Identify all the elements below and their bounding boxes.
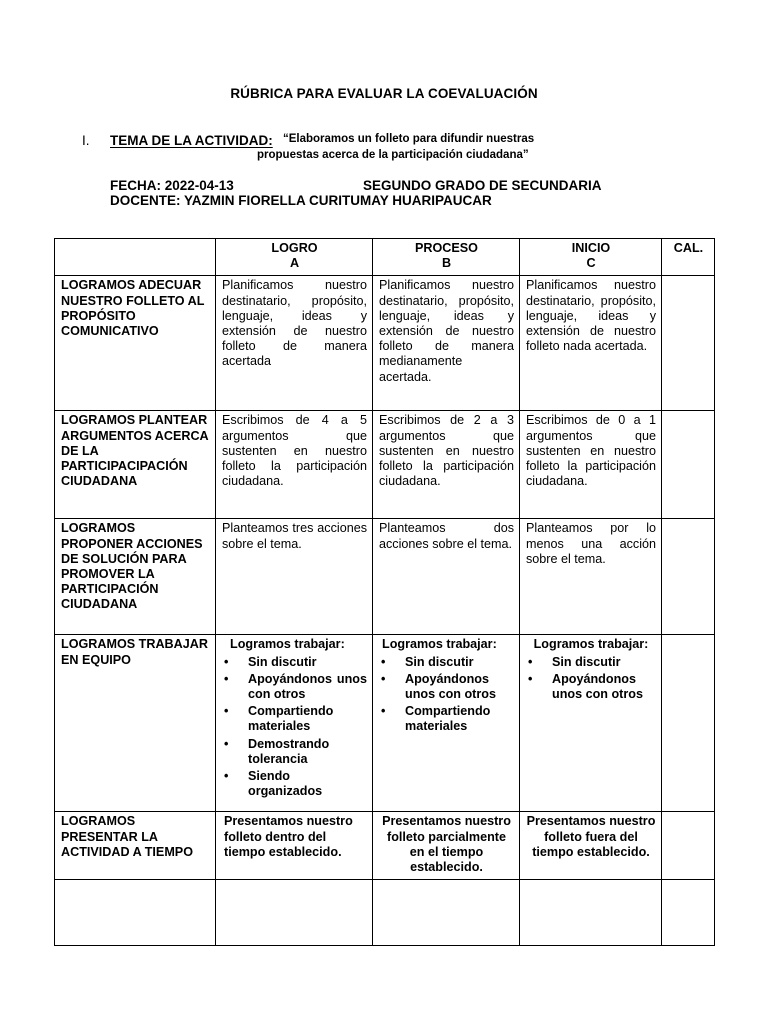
table-row <box>55 519 715 635</box>
criterion-cell: LOGRAMOS TRABAJAR EN EQUIPO <box>55 635 216 812</box>
table-row <box>55 812 715 880</box>
theme-label <box>110 133 273 148</box>
section-number: I. <box>82 133 90 148</box>
list-item: • Siendo organizados <box>248 769 367 799</box>
criterion-cell: LOGRAMOS PROPONER ACCIONES DE SOLUCIÓN PARA PROMOVER LA PARTICIPACIÓN CIUDADANA <box>55 519 216 635</box>
level-b-intro: Logramos trabajar: <box>382 637 497 652</box>
header-inicio-label: INICIO <box>571 241 611 255</box>
score-cell <box>662 812 715 880</box>
level-b-cell: Escribimos de 2 a 3 argumentos que sustenten en nuestro folleto la participación ciudadana. <box>373 411 520 519</box>
criterion-cell: LOGRAMOS ADECUAR NUESTRO FOLLETO AL PROPÓSITO COMUNICATIVO <box>55 276 216 411</box>
level-b-cell <box>373 635 520 812</box>
header-proceso <box>373 239 520 276</box>
level-c-intro: Logramos trabajar: <box>533 637 649 652</box>
theme-label-text: TEMA DE LA ACTIVIDAD: <box>110 133 273 148</box>
score-cell <box>662 276 715 411</box>
level-c-cell: Planificamos nuestro destinatario, propósito, lenguaje, ideas y extensión de nuestro folleto nada acertada. <box>520 276 662 411</box>
list-item: • Sin discutir <box>552 655 656 670</box>
score-cell <box>662 519 715 635</box>
list-item: • Sin discutir <box>248 655 367 670</box>
level-b-cell: Planteamos dos acciones sobre el tema. <box>373 519 520 635</box>
list-item: • Apoyándonos unos con otros <box>552 672 656 702</box>
empty-cell <box>373 880 520 946</box>
empty-cell <box>216 880 373 946</box>
theme-line-2: propuestas acerca de la participación ciudadana” <box>257 149 529 161</box>
date-label: FECHA: 2022-04-13 <box>110 178 234 193</box>
level-a-list <box>222 655 367 800</box>
document-title: RÚBRICA PARA EVALUAR LA COEVALUACIÓN <box>230 86 538 101</box>
list-item: • Compartiendo materiales <box>405 704 514 734</box>
level-c-cell: Presentamos nuestro folleto fuera del tiempo establecido. <box>520 812 662 880</box>
header-inicio-letter: C <box>586 256 596 271</box>
header-proceso-label: PROCESO <box>415 241 478 255</box>
level-c-list <box>526 655 656 703</box>
level-b-list <box>379 655 514 735</box>
table-row <box>55 411 715 519</box>
criterion-cell: LOGRAMOS PRESENTAR LA ACTIVIDAD A TIEMPO <box>55 812 216 880</box>
table-row <box>55 276 715 411</box>
header-logro-letter: A <box>289 256 300 271</box>
header-proceso-letter: B <box>441 256 452 271</box>
score-cell <box>662 635 715 812</box>
teacher-label: DOCENTE: YAZMIN FIORELLA CURITUMAY HUARIPAUCAR <box>110 193 492 208</box>
header-logro-label: LOGRO <box>271 241 318 255</box>
level-c-cell: Planteamos por lo menos una acción sobre el tema. <box>520 519 662 635</box>
level-c-cell: Escribimos de 0 a 1 argumentos que sustenten en nuestro folleto la participación ciudadana. <box>520 411 662 519</box>
empty-cell <box>662 880 715 946</box>
rubric-table <box>54 238 715 946</box>
level-a-cell: Presentamos nuestro folleto dentro del tiempo establecido. <box>216 812 373 880</box>
empty-cell <box>520 880 662 946</box>
header-cal: CAL. <box>662 239 715 276</box>
list-item: • Sin discutir <box>405 655 514 670</box>
level-a-intro: Logramos trabajar: <box>230 637 345 652</box>
header-inicio <box>520 239 662 276</box>
header-logro <box>216 239 373 276</box>
criterion-header-cell <box>55 239 216 276</box>
level-b-cell: Presentamos nuestro folleto parcialmente en el tiempo establecido. <box>373 812 520 880</box>
grade-label: SEGUNDO GRADO DE SECUNDARIA <box>363 178 602 193</box>
table-row <box>55 635 715 812</box>
theme-line-1: “Elaboramos un folleto para difundir nuestras <box>283 133 535 145</box>
level-a-cell <box>216 635 373 812</box>
level-a-cell: Planificamos nuestro destinatario, propósito, lenguaje, ideas y extensión de nuestro folleto de manera acertada <box>216 276 373 411</box>
level-a-cell: Escribimos de 4 a 5 argumentos que sustenten en nuestro folleto la participación ciudadana. <box>216 411 373 519</box>
list-item: • Apoyándonos unos con otros <box>405 672 514 702</box>
level-a-cell: Planteamos tres acciones sobre el tema. <box>216 519 373 635</box>
list-item: • Compartiendo materiales <box>248 704 367 734</box>
list-item: • Apoyándonos unos con otros <box>248 672 367 702</box>
criterion-cell: LOGRAMOS PLANTEAR ARGUMENTOS ACERCA DE LA PARTICIPACIPACIÓN CIUDADANA <box>55 411 216 519</box>
level-b-cell: Planificamos nuestro destinatario, propósito, lenguaje, ideas y extensión de nuestro folleto de manera medianamente acertada. <box>373 276 520 411</box>
empty-cell <box>55 880 216 946</box>
list-item: • Demostrando tolerancia <box>248 737 367 767</box>
score-cell <box>662 411 715 519</box>
level-c-cell <box>520 635 662 812</box>
table-row <box>55 880 715 946</box>
table-header-row <box>55 239 715 276</box>
